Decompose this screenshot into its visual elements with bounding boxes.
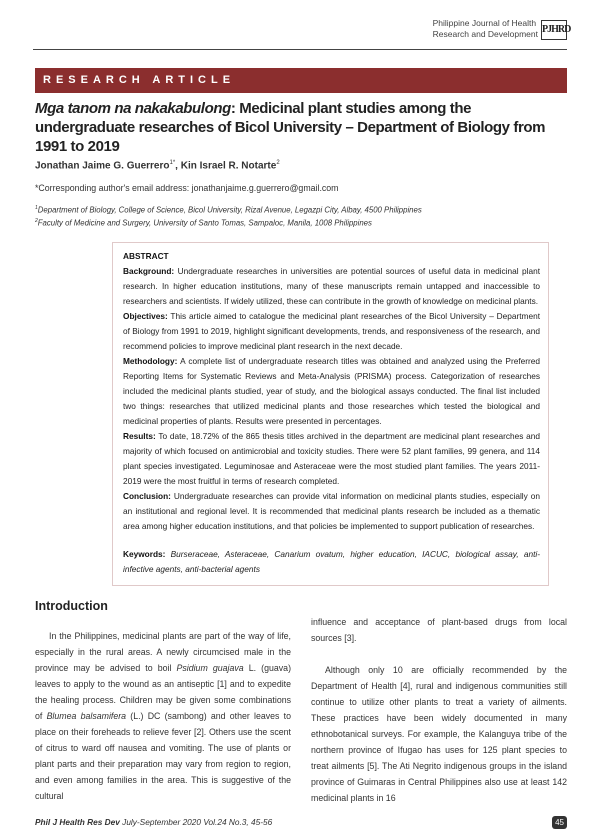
right-column (311, 614, 567, 806)
author-sup: 1* (169, 160, 176, 166)
abstract-heading: ABSTRACT (123, 250, 169, 261)
page-footer (35, 816, 567, 837)
author-sup: 2 (276, 160, 280, 166)
paragraph-continued: influence and acceptance of plant-based drugs from local sources [3]. (311, 616, 567, 643)
abstract-methodology (123, 354, 540, 429)
abstract-conclusion (123, 489, 540, 534)
aff-text: Department of Biology, College of Science, Bicol University, Rizal Avenue, Legazpi City, Albay, 4500 Philippines (37, 205, 422, 215)
text: To date, 18.72% of the 865 thesis titles archived in the department are medicinal plant researches and majority of which focused on antimicrobial and toxicity studies. There were 52 plant families, 99 genera, and 114 plant species investigated. Leguminosae and Asteraceae were the most studied plant families. The years 2011-2019 were the most fruitful in terms of research completed. (123, 430, 540, 486)
text: L. (guava) leaves to apply to the wound as an antiseptic [1] and to expedite the healing process. Children may be given some combinations of (35, 662, 291, 721)
text: Undergraduate researches can provide vital information on medicinal plants studies, especially on an institutional and regional level. It is recommended that medicinal plants research be included as a thematic area among higher education institutions, and that policies be implemented to support publication of researches. (123, 490, 540, 531)
aff-text: Faculty of Medicine and Surgery, University of Santo Tomas, Sampaloc, Manila, 1008 Philippines (37, 219, 372, 229)
label: Background: (123, 265, 175, 276)
abstract-results (123, 429, 540, 489)
author: Kin Israel R. Notarte (180, 160, 277, 172)
abstract-background (123, 264, 540, 309)
authors (35, 157, 567, 172)
paragraph (35, 628, 291, 804)
aff-sup: 1 (35, 205, 38, 212)
page-number: 45 (552, 816, 567, 829)
paragraph: Although only 10 are officially recommended by the Department of Health [4], rural and indigenous communities still continue to utilize other plants to treat a variety of ailments. These practices have been widely documented in many ethnobotanical surveys. For example, the Kalanguya tribe of the northern province of Ifugao has uses for 125 plant species to treat ailments [5]. The Ati Negrito indigenous groups in the island province of Guimaras in Central Philippines also use at least 142 medicinal plants in 16 (311, 664, 567, 803)
article-title (35, 99, 567, 156)
label: Results: (123, 430, 156, 441)
label: Keywords: (123, 548, 166, 559)
section-heading: Introduction (35, 598, 108, 613)
abstract-box (112, 242, 549, 586)
abstract-objectives (123, 309, 540, 354)
header-divider (33, 49, 567, 50)
label: Objectives: (123, 310, 168, 321)
article-type-banner: RESEARCH ARTICLE (35, 68, 567, 93)
text: In the Philippines, medicinal plants are part of the way of life, especially in the rural areas. A newly circumcised male in the province may be advised to boil (35, 630, 291, 673)
body-columns (35, 614, 567, 806)
title-italic: Mga tanom na nakakabulong (35, 100, 231, 117)
affiliations (35, 203, 567, 229)
left-column (35, 614, 291, 806)
journal-logo: PJHRD (541, 20, 567, 40)
affiliation (35, 203, 567, 216)
affiliation (35, 216, 567, 229)
footer-citation (35, 816, 272, 828)
journal-name (433, 18, 538, 40)
journal-line: Philippine Journal of Health (432, 18, 537, 28)
footer-journal: Phil J Health Res Dev (35, 817, 120, 828)
footer-issue: July-September 2020 Vol.24 No.3, 45-56 (119, 817, 273, 828)
title-rest: : Medicinal plant studies among the undergraduate researches of Bicol University – Department of Biology from 1991 to 2019 (35, 100, 546, 155)
text: Undergraduate researches in universities are potential sources of useful data in medicinal plant research. In higher education institutions, many of these manuscripts remain untapped and inaccessible to researchers and scientists. If widely utilized, these can contribute in the growth of knowledge on medicinal plants. (123, 265, 540, 306)
text: (L.) DC (sambong) and other leaves to place on their foreheads to relieve fever [2]. Others use the scent of citrus to ward off nausea and vomiting. The use of plants or plant parts and their preparation may vary from region to region, and even among families in the area. This is suggestive of the cultural (35, 710, 291, 801)
corresponding-email: *Corresponding author's email address: jonathanjaime.g.guerrero@gmail.com (35, 183, 339, 194)
text: Burseraceae, Asteraceae, Canarium ovatum, higher education, IACUC, biological assay, anti-infective agents, anti-bacterial agents (123, 548, 540, 574)
species: Blumea balsamifera (46, 710, 127, 721)
sep: , (175, 160, 181, 172)
author: Jonathan Jaime G. Guerrero (35, 160, 170, 172)
text: This article aimed to catalogue the medicinal plant researches of the Bicol University – Department of Biology from 1991 to 2019, highlight significant developments, trends, and responsiveness of the research, and recommend policies to improve medicinal plant research in the next decade. (123, 310, 540, 351)
text: A complete list of undergraduate research titles was obtained and analyzed using the Preferred Reporting Items for Systematic Reviews and Meta-Analysis (PRISMA) process. Categorization of researches included the medicinal plants studied, year of study, and the biological assays conducted. The final list included two things: researches that utilized medicinal plants and those researches which tested the biological and medicinal properties of plants. Results were presented in percentages. (123, 355, 540, 426)
aff-sup: 2 (35, 218, 38, 225)
species: Psidium guajava (176, 662, 244, 673)
label: Conclusion: (123, 490, 171, 501)
journal-line: Research and Development (432, 29, 538, 39)
keywords (123, 547, 540, 577)
label: Methodology: (123, 355, 178, 366)
